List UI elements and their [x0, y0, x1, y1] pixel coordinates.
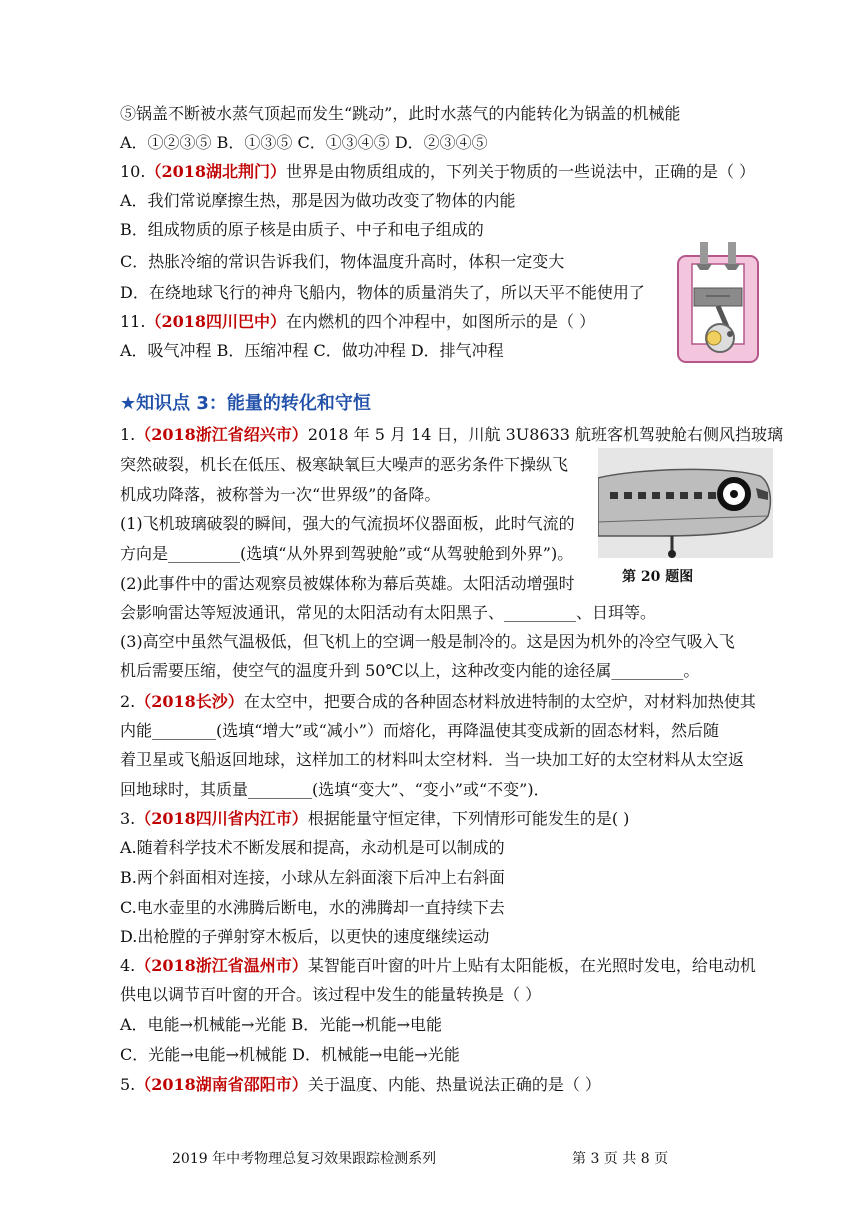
s3-option-d: D.出枪膛的子弹射穿木板后，以更快的速度继续运动: [120, 927, 490, 946]
s3-option-a: A.随着科学技术不断发展和提高，永动机是可以制成的: [120, 838, 505, 857]
s3-text: 根据能量守恒定律，下列情形可能发生的是( ): [307, 809, 630, 828]
s4-stem: [120, 956, 756, 976]
q9-choices: A．①②③⑤ B．①③⑤ C．①③④⑤ D．②③④⑤: [120, 133, 488, 152]
s1-line-6: (2)此事件中的雷达观察员被媒体称为幕后英雄。太阳活动增强时: [120, 574, 575, 593]
q10-number: 10.: [120, 162, 146, 181]
s4-number: 4.: [120, 956, 136, 975]
s5-stem: [120, 1075, 601, 1095]
s5-number: 5.: [120, 1075, 136, 1094]
s3-number: 3.: [120, 809, 136, 828]
s1-line-5: 方向是_________(选填“从外界到驾驶舱”或“从驾驶舱到外界”)。: [120, 544, 574, 563]
footer-series: 2019 年中考物理总复习效果跟踪检测系列: [172, 1151, 437, 1167]
q9-option-5: ⑤锅盖不断被水蒸气顶起而发生“跳动”，此时水蒸气的内能转化为锅盖的机械能: [120, 104, 681, 123]
s2-source: （2018长沙）: [135, 692, 244, 711]
s2-line-3: 着卫星或飞船返回地球，这样加工的材料叫太空材料．当一块加工好的太空材料从太空返: [120, 750, 745, 769]
s3-stem: [120, 809, 629, 829]
s1-line-8: (3)高空中虽然气温极低，但飞机上的空调一般是制冷的。这是因为机外的冷空气吸入飞: [120, 632, 735, 651]
s2-number: 2.: [120, 692, 136, 711]
s2-text: 在太空中，把要合成的各种固态材料放进特制的太空炉，对材料加热使其: [243, 692, 756, 711]
s1-text: 2018 年 5 月 14 日，川航 3U8633 航班客机驾驶舱右侧风挡玻璃: [307, 425, 784, 444]
q11-source: （2018四川巴中）: [145, 312, 286, 331]
s4-text: 某智能百叶窗的叶片上贴有太阳能板，在光照时发电，给电动机: [307, 956, 756, 975]
figure-caption: 第 20 题图: [622, 569, 694, 585]
q11-number: 11.: [120, 312, 146, 331]
q10-option-a: A．我们常说摩擦生热，那是因为做功改变了物体的内能: [120, 191, 516, 210]
s1-source: （2018浙江省绍兴市）: [135, 425, 308, 444]
q11-text: 在内燃机的四个冲程中，如图所示的是（ ）: [286, 312, 596, 331]
s3-option-b: B.两个斜面相对连接，小球从左斜面滚下后冲上右斜面: [120, 868, 505, 887]
s1-line-7: 会影响雷达等短波通讯，常见的太阳活动有太阳黑子、_________、日珥等。: [120, 603, 657, 622]
s1-line-3: 机成功降落，被称誉为一次“世界级”的备降。: [120, 485, 441, 504]
q10-source: （2018湖北荆门）: [145, 162, 286, 181]
s3-option-c: C.电水壶里的水沸腾后断电，水的沸腾却一直持续下去: [120, 898, 505, 917]
footer-page-number: 第 3 页 共 8 页: [572, 1151, 669, 1167]
q10-option-c: C．热胀冷缩的常识告诉我们，物体温度升高时，体积一定变大: [120, 252, 565, 271]
s1-line-2: 突然破裂，机长在低压、极寒缺氧巨大噪声的恶劣条件下操纵飞: [120, 455, 569, 474]
s4-line-2: 供电以调节百叶窗的开合。该过程中发生的能量转换是（ ）: [120, 985, 542, 1004]
s4-options-ab: A．电能→机械能→光能 B．光能→机能→电能: [120, 1015, 443, 1034]
q10-stem: [120, 162, 755, 182]
q11-options: A．吸气冲程 B．压缩冲程 C．做功冲程 D．排气冲程: [120, 341, 504, 360]
s2-line-2: 内能________(选填“增大”或“减小”）而熔化，再降温使其变成新的固态材料，然后随: [120, 721, 719, 740]
s4-options-cd: C．光能→电能→机械能 D．机械能→电能→光能: [120, 1045, 460, 1064]
s1-line-4: (1)飞机玻璃破裂的瞬间，强大的气流损坏仪器面板，此时气流的: [120, 514, 575, 533]
q11-stem: [120, 312, 595, 332]
s5-text: 关于温度、内能、热量说法正确的是（ ）: [307, 1075, 601, 1094]
q10-option-b: B．组成物质的原子核是由质子、中子和电子组成的: [120, 220, 484, 239]
s1-line-9: 机后需要压缩，使空气的温度升到 50℃以上，这种改变内能的途径属_________。: [120, 661, 700, 680]
s1-stem: [120, 425, 783, 445]
s2-stem: [120, 692, 756, 712]
s5-source: （2018湖南省邵阳市）: [135, 1075, 308, 1094]
engine-cylinder-figure: [670, 238, 766, 366]
section-heading: ★知识点 3：能量的转化和守恒: [120, 393, 371, 414]
s4-source: （2018浙江省温州市）: [135, 956, 308, 975]
q10-option-d: D．在绕地球飞行的神舟飞船内，物体的质量消失了，所以天平不能使用了: [120, 283, 645, 302]
s1-number: 1.: [120, 425, 136, 444]
s3-source: （2018四川省内江市）: [135, 809, 308, 828]
q10-text: 世界是由物质组成的，下列关于物质的一些说法中，正确的是（ ）: [286, 162, 756, 181]
s2-line-4: 回地球时，其质量________(选填“变大”、“变小”或“不变”)．: [120, 780, 550, 799]
